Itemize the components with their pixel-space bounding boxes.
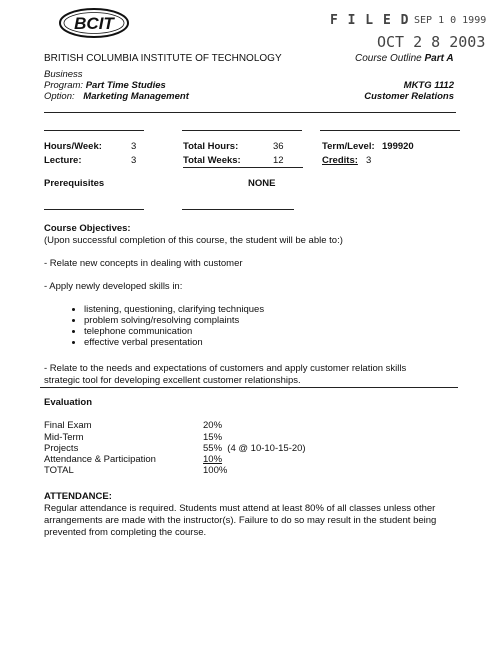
- received-date-stamp: OCT 2 8 2003: [377, 33, 486, 51]
- objective-item-3-line-2: strategic tool for developing excellent customer relationships.: [44, 375, 301, 386]
- term-level-value: 199920: [382, 141, 414, 152]
- attendance-text: Regular attendance is required. Students must attend at least 80% of all classes unless other arrangements are made with the instructor(s). Failure to do so may result in the student being prevented from completing the course.: [44, 503, 437, 538]
- term-level-label: Term/Level:: [322, 141, 375, 152]
- total-weeks-value: 12: [273, 155, 284, 166]
- list-item: • telephone communication: [84, 326, 264, 337]
- hours-week-label: Hours/Week:: [44, 141, 102, 152]
- list-item: • problem solving/resolving complaints: [84, 315, 264, 326]
- filed-date-stamp: SEP 1 0 1999: [414, 15, 487, 26]
- outline-label: Course Outline: [355, 53, 422, 64]
- objective-item-3-line-1: - Relate to the needs and expectations of customers and apply customer relation skills: [44, 363, 407, 374]
- filed-stamp: F I L E D: [330, 13, 410, 28]
- course-title: Customer Relations: [364, 91, 454, 102]
- prerequisites-label: Prerequisites: [44, 178, 105, 189]
- attendance-heading: ATTENDANCE:: [44, 491, 112, 502]
- info-divider-bottom-left: [44, 209, 144, 210]
- program-label: Program:: [44, 80, 84, 91]
- option-label: Option:: [44, 91, 75, 102]
- course-outline-label: [355, 53, 454, 64]
- list-item: • effective verbal presentation: [84, 337, 264, 348]
- credits-label: Credits:: [322, 155, 358, 166]
- course-code: MKTG 1112: [403, 80, 454, 91]
- total-hours-label: Total Hours:: [183, 141, 239, 152]
- lecture-label: Lecture:: [44, 155, 82, 166]
- objectives-heading: Course Objectives:: [44, 223, 131, 234]
- eval-value-final: 20%: [203, 420, 223, 431]
- eval-label-attendance: Attendance & Participation: [44, 454, 156, 465]
- objective-item-1: - Relate new concepts in dealing with customer: [44, 258, 243, 269]
- info-underline-weeks: [183, 167, 303, 168]
- header-divider: [44, 112, 456, 113]
- bcit-logo-graphic: [58, 6, 130, 40]
- program-value: Part Time Studies: [85, 80, 166, 91]
- institution-name: BRITISH COLUMBIA INSTITUTE OF TECHNOLOGY: [44, 53, 282, 64]
- eval-value-total: 100%: [203, 465, 228, 476]
- info-divider-top-right: [320, 130, 460, 131]
- eval-label-final: Final Exam: [44, 420, 92, 431]
- prerequisites-value: NONE: [248, 178, 276, 189]
- bcit-logo: [58, 6, 130, 40]
- eval-value-midterm: 15%: [203, 432, 223, 443]
- eval-value-attendance: 10%: [203, 454, 223, 465]
- objectives-intro: (Upon successful completion of this course, the student will be able to:): [44, 235, 343, 246]
- lecture-value: 3: [131, 155, 137, 166]
- eval-label-projects: Projects: [44, 443, 79, 454]
- evaluation-heading: Evaluation: [44, 397, 93, 408]
- info-divider-top-mid: [182, 130, 302, 131]
- program-line: [44, 80, 166, 91]
- info-divider-bottom-mid: [182, 209, 294, 210]
- eval-value-projects: 55% (4 @ 10-10-15-20): [203, 443, 306, 454]
- eval-label-total: TOTAL: [44, 465, 74, 476]
- option-line: [44, 91, 189, 102]
- credits-value: 3: [366, 155, 372, 166]
- objective-item-2: - Apply newly developed skills in:: [44, 281, 183, 292]
- svg-text:BCIT: BCIT: [74, 14, 114, 33]
- hours-week-value: 3: [131, 141, 137, 152]
- option-value: Marketing Management: [83, 91, 189, 102]
- objective-underline: [40, 387, 458, 388]
- list-item: • listening, questioning, clarifying techniques: [84, 304, 264, 315]
- total-hours-value: 36: [273, 141, 284, 152]
- total-weeks-label: Total Weeks:: [183, 155, 241, 166]
- school-name: Business: [44, 69, 83, 80]
- outline-part: Part A: [424, 53, 454, 64]
- info-divider-top-left: [44, 130, 144, 131]
- eval-label-midterm: Mid-Term: [44, 432, 84, 443]
- skills-list: [70, 304, 264, 348]
